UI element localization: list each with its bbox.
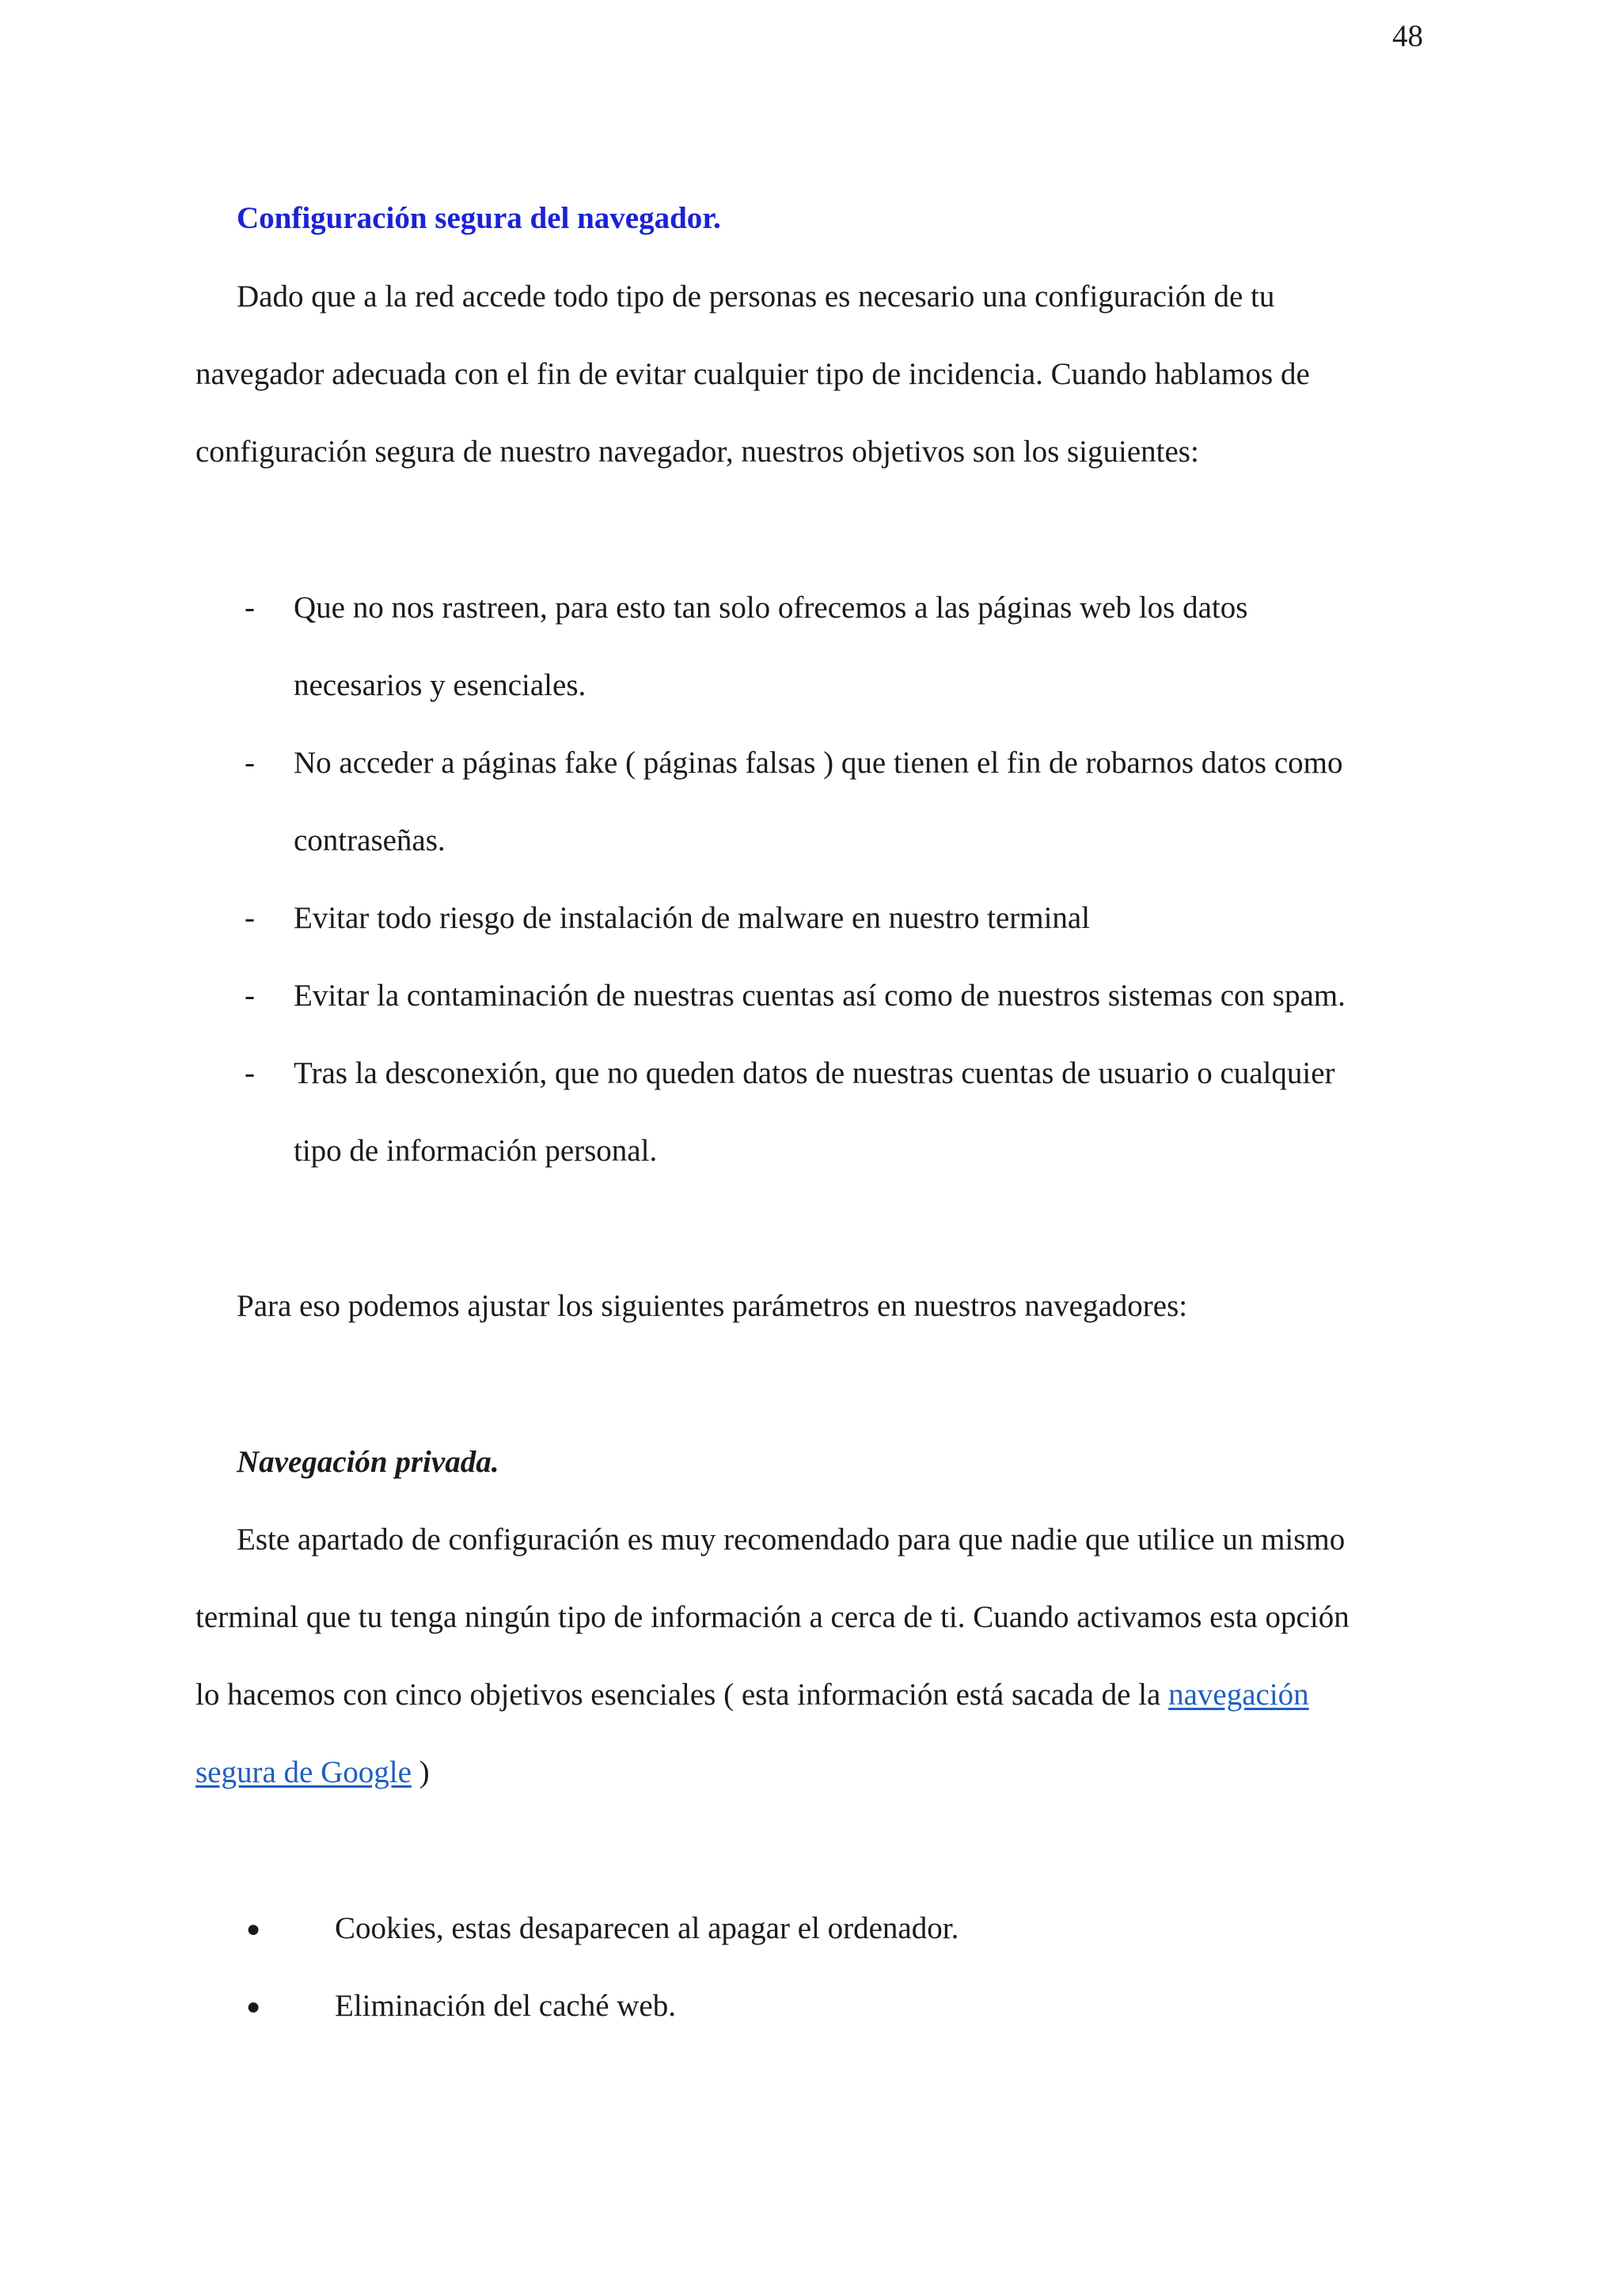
list-item-text: Cookies, estas desaparecen al apagar el ordenador. bbox=[335, 1911, 959, 1945]
list-item-text: Que no nos rastreen, para esto tan solo ofrecemos a las páginas web los datos bbox=[294, 591, 1248, 625]
list-item-text: No acceder a páginas fake ( páginas falsas ) que tienen el fin de robarnos datos como bbox=[294, 746, 1343, 780]
list-item-text: tipo de información personal. bbox=[294, 1134, 658, 1168]
dash-marker: - bbox=[245, 746, 255, 780]
google-safe-browsing-link-cont[interactable]: segura de Google bbox=[196, 1755, 412, 1789]
private-line-1: Este apartado de configuración es muy recomendado para que nadie que utilice un mismo bbox=[237, 1522, 1346, 1557]
page-number: 48 bbox=[1392, 19, 1423, 53]
list-item-text: Evitar la contaminación de nuestras cuentas así como de nuestros sistemas con spam. bbox=[294, 979, 1346, 1013]
dash-marker: - bbox=[245, 1056, 255, 1090]
list-item-text: contraseñas. bbox=[294, 823, 446, 857]
bullet-icon: ● bbox=[246, 1916, 261, 1942]
google-safe-browsing-link[interactable]: navegación bbox=[1168, 1678, 1309, 1712]
section-heading: Configuración segura del navegador. bbox=[237, 201, 721, 235]
private-line-3-text: lo hacemos con cinco objetivos esenciales ( esta información está sacada de la bbox=[196, 1678, 1169, 1712]
intro-line-3: configuración segura de nuestro navegador, nuestros objetivos son los siguientes: bbox=[196, 435, 1199, 469]
dash-marker: - bbox=[245, 591, 255, 625]
intro-line-1: Dado que a la red accede todo tipo de personas es necesario una configuración de tu bbox=[237, 279, 1275, 314]
private-browsing-heading: Navegación privada. bbox=[237, 1445, 499, 1479]
intro-line-2: navegador adecuada con el fin de evitar cualquier tipo de incidencia. Cuando hablamos de bbox=[196, 357, 1310, 391]
params-intro: Para eso podemos ajustar los siguientes parámetros en nuestros navegadores: bbox=[237, 1289, 1188, 1323]
list-item-text: Eliminación del caché web. bbox=[335, 1989, 676, 2023]
list-item-text: Tras la desconexión, que no queden datos de nuestras cuentas de usuario o cualquier bbox=[294, 1056, 1335, 1090]
private-line-2: terminal que tu tenga ningún tipo de información a cerca de ti. Cuando activamos esta opción bbox=[196, 1600, 1350, 1634]
private-line-4-suffix: ) bbox=[411, 1755, 430, 1789]
bullet-icon: ● bbox=[246, 1994, 261, 2020]
dash-marker: - bbox=[245, 979, 255, 1013]
list-item-text: Evitar todo riesgo de instalación de malware en nuestro terminal bbox=[294, 901, 1091, 935]
private-line-3 bbox=[196, 1679, 1309, 1710]
list-item-text: necesarios y esenciales. bbox=[294, 668, 587, 702]
dash-marker: - bbox=[245, 901, 255, 935]
private-line-4 bbox=[196, 1757, 430, 1788]
